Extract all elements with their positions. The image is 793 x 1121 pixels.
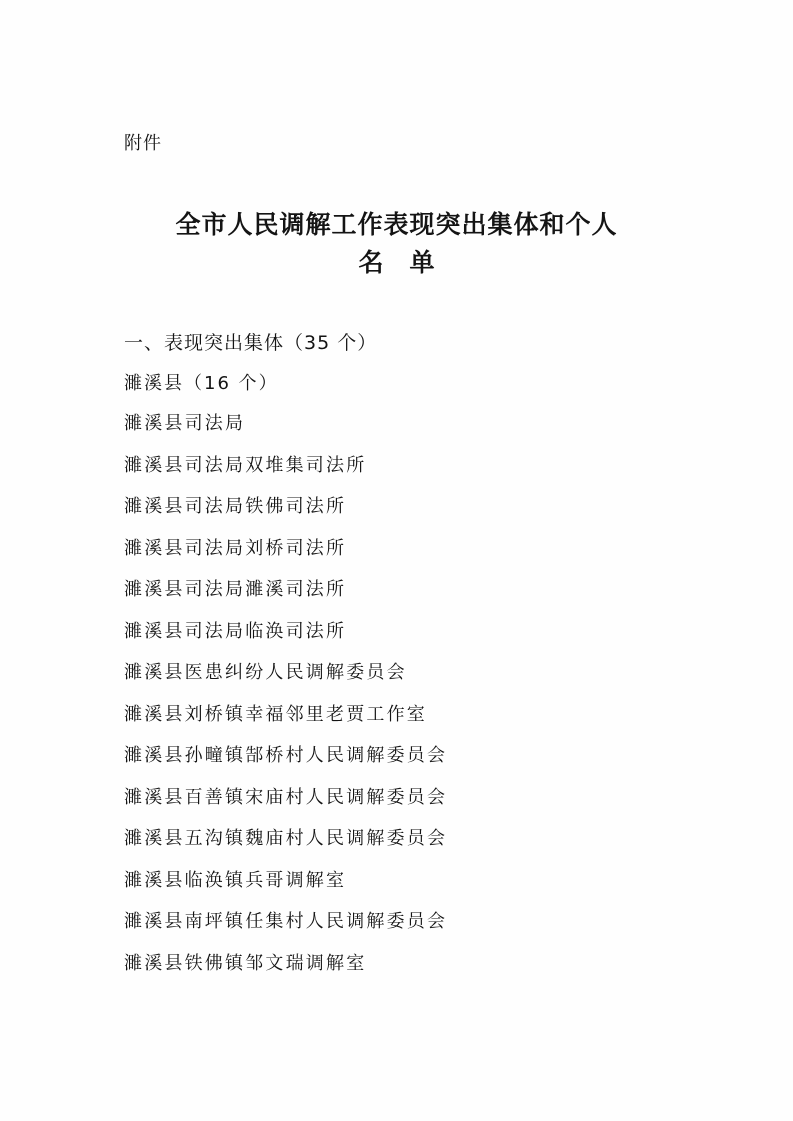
list-item: 濉溪县司法局临涣司法所 (124, 620, 347, 642)
list-item: 濉溪县司法局铁佛司法所 (124, 496, 347, 517)
list-item: 濉溪县医患纠纷人民调解委员会 (124, 662, 407, 683)
attachment-label: 附件 (124, 133, 162, 154)
section-heading: 一、表现突出集体（35 个） (124, 332, 378, 354)
document-title: 全市人民调解工作表现突出集体和个人 (175, 210, 618, 239)
list-item: 濉溪县司法局 (124, 413, 246, 434)
list-item: 濉溪县临涣镇兵哥调解室 (124, 869, 347, 891)
document-title-second-line: 名单 (358, 248, 461, 277)
list-item: 濉溪县刘桥镇幸福邻里老贾工作室 (124, 703, 427, 725)
collective-list (124, 408, 447, 989)
list-item: 濉溪县孙疃镇郜桥村人民调解委员会 (124, 745, 448, 766)
list-item: 濉溪县五沟镇魏庙村人民调解委员会 (124, 828, 448, 849)
group-heading: 濉溪县（16 个） (124, 373, 279, 394)
list-item: 濉溪县司法局刘桥司法所 (124, 537, 347, 559)
list-item: 濉溪县南坪镇任集村人民调解委员会 (124, 911, 448, 932)
list-item: 濉溪县铁佛镇邹文瑞调解室 (124, 952, 367, 974)
list-item: 濉溪县百善镇宋庙村人民调解委员会 (124, 786, 448, 808)
list-item: 濉溪县司法局濉溪司法所 (124, 579, 347, 600)
list-item: 濉溪县司法局双堆集司法所 (124, 454, 367, 476)
